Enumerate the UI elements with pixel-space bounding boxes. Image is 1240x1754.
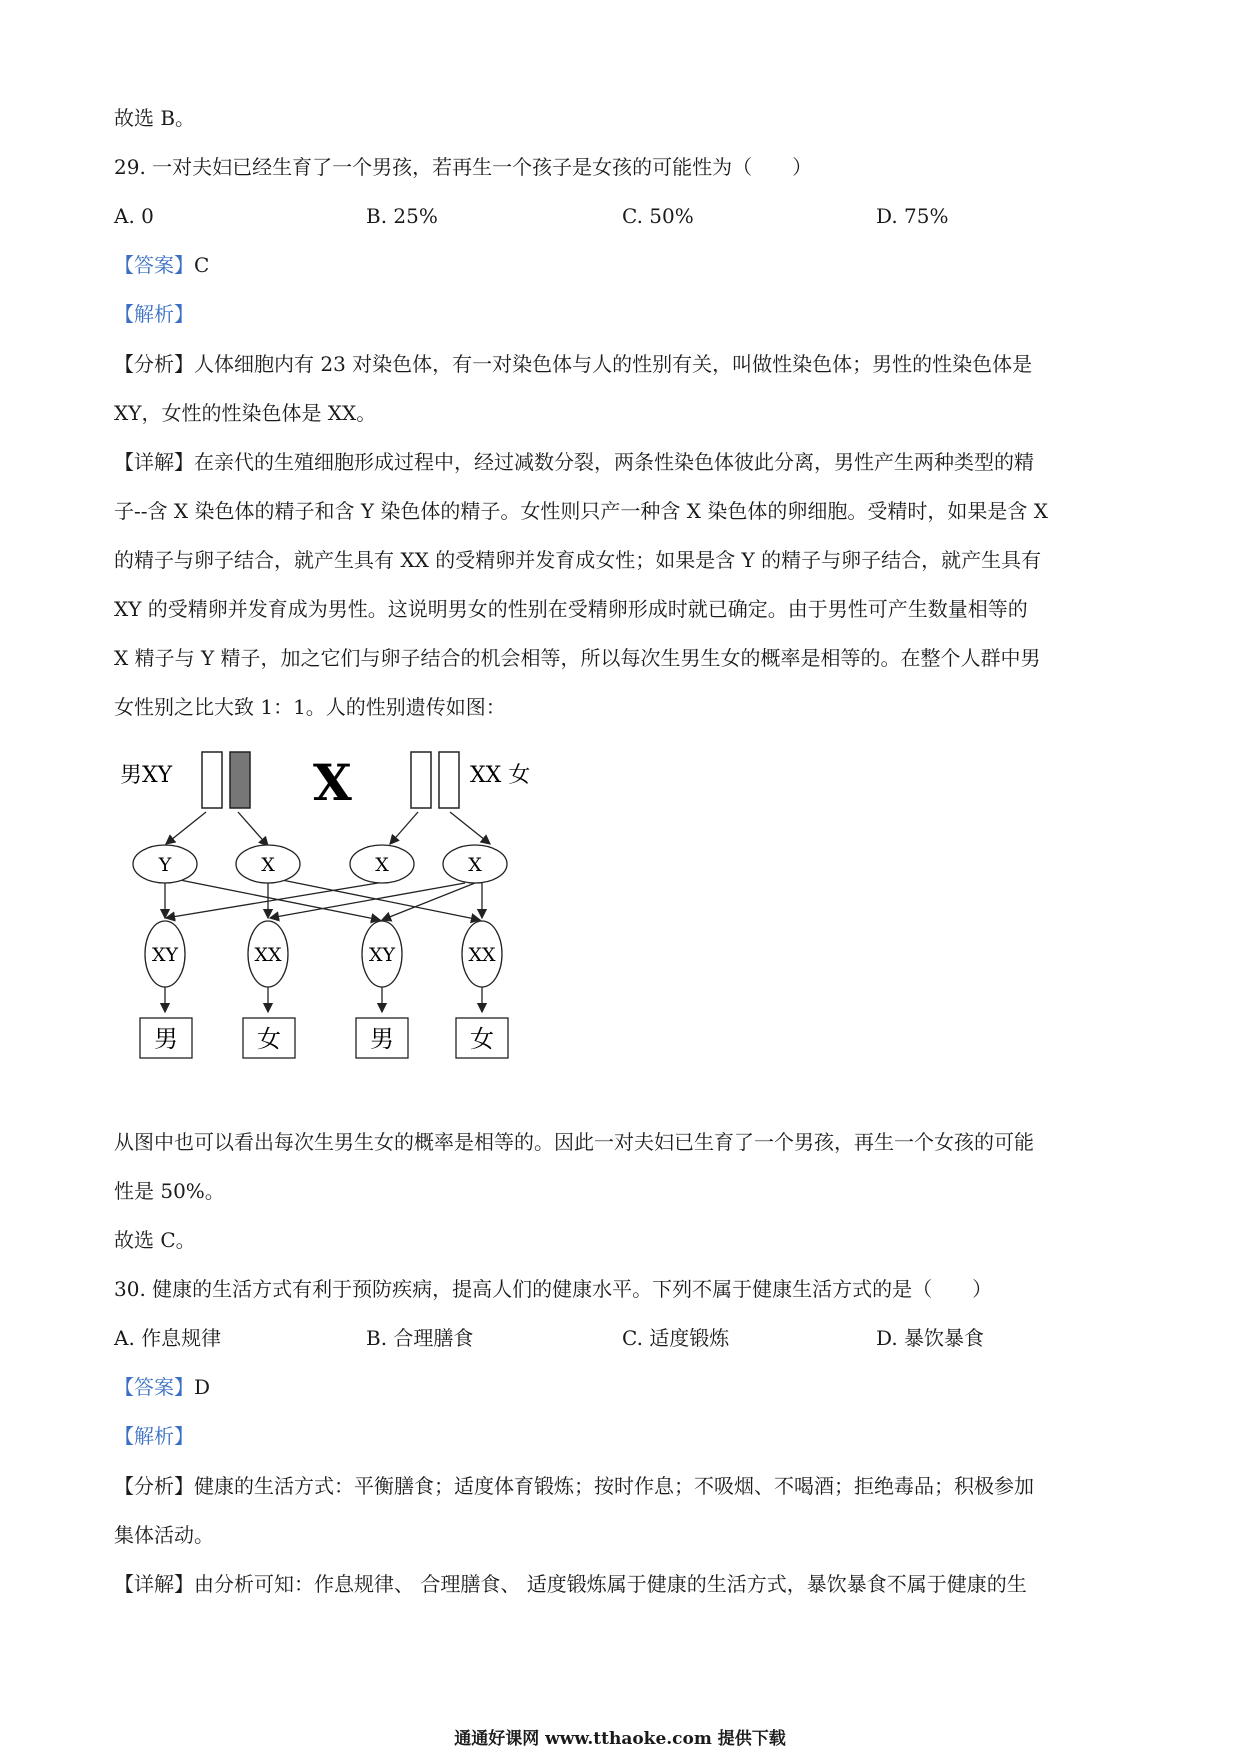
detail-text: 由分析可知：作息规律、 合理膳食、 适度锻炼属于健康的生活方式，暴饮暴食不属于健康的生 [194, 1572, 1027, 1596]
q29-detail-line: X 精子与 Y 精子，加之它们与卵子结合的机会相等，所以每次生男生女的概率是相等的。在整个人群中男 [114, 646, 1041, 670]
q29-detail-line: 子--含 X 染色体的精子和含 Y 染色体的精子。女性则只产一种含 X 染色体的卵细胞。受精时，如果是含 X [114, 499, 1048, 523]
child-label: 女 [257, 1025, 281, 1053]
q30-option-b: B. 合理膳食 [366, 1326, 474, 1350]
answer-value: D [194, 1375, 211, 1399]
q30-option-c: C. 适度锻炼 [622, 1326, 730, 1350]
male-parent-label: 男XY [120, 763, 173, 788]
gamete-label: Y [158, 854, 172, 876]
q30-analysis-line [114, 1472, 1034, 1500]
text-line: 故选 B。 [114, 106, 196, 130]
detail-tag: 【详解】 [114, 450, 194, 474]
female-parent-label: XX 女 [470, 763, 531, 788]
detail-tag: 【详解】 [114, 1572, 194, 1596]
q30-detail-line [114, 1570, 1027, 1598]
q29-detail-line: 女性别之比大致 1：1。人的性别遗传如图： [114, 695, 506, 719]
answer-value: C [194, 253, 210, 277]
zygote-label: XY [151, 944, 179, 966]
q29-jiexi-tag: 【解析】 [114, 302, 194, 326]
sex-inheritance-diagram [120, 740, 560, 1100]
q29-option-a: A. 0 [114, 204, 154, 228]
q30-answer [114, 1373, 210, 1401]
child-label: 女 [470, 1025, 494, 1053]
zygote-label: XY [368, 944, 396, 966]
analysis-tag: 【分析】 [114, 352, 194, 376]
q29-analysis-line [114, 350, 1032, 378]
x-chromosome-female-2 [439, 752, 459, 808]
gamete-label: X [375, 854, 389, 876]
cross-symbol: X [313, 753, 352, 812]
x-chromosome-male [202, 752, 222, 808]
child-label: 男 [370, 1025, 394, 1053]
q29-option-b: B. 25% [366, 204, 438, 228]
footer-source: 通通好课网 www.tthaoke.com 提供下载 [454, 1729, 786, 1749]
q30-jiexi-tag: 【解析】 [114, 1424, 194, 1448]
q29-option-c: C. 50% [622, 204, 694, 228]
gamete-label: X [468, 854, 482, 876]
analysis-text: 健康的生活方式：平衡膳食；适度体育锻炼；按时作息；不吸烟、不喝酒；拒绝毒品；积极参加 [194, 1474, 1034, 1498]
q29-answer [114, 251, 209, 279]
q30-analysis-line: 集体活动。 [114, 1523, 214, 1547]
zygote-label: XX [254, 944, 282, 966]
y-chromosome [230, 752, 250, 808]
analysis-text: 人体细胞内有 23 对染色体，有一对染色体与人的性别有关，叫做性染色体；男性的性染色体是 [194, 352, 1033, 376]
answer-tag: 【答案】 [114, 1375, 194, 1399]
zygote-label: XX [468, 944, 496, 966]
detail-text: 在亲代的生殖细胞形成过程中，经过减数分裂，两条性染色体彼此分离，男性产生两种类型的精 [194, 450, 1034, 474]
q30-option-d: D. 暴饮暴食 [876, 1326, 985, 1350]
analysis-tag: 【分析】 [114, 1474, 194, 1498]
q29-conclusion-line: 故选 C。 [114, 1228, 196, 1252]
answer-tag: 【答案】 [114, 253, 194, 277]
q29-conclusion-line: 性是 50%。 [114, 1179, 225, 1203]
question-30-stem: 30. 健康的生活方式有利于预防疾病，提高人们的健康水平。下列不属于健康生活方式的是（ ） [114, 1277, 993, 1301]
child-label: 男 [154, 1025, 178, 1053]
q29-analysis-line: XY，女性的性染色体是 XX。 [114, 401, 377, 425]
q29-conclusion-line: 从图中也可以看出每次生男生女的概率是相等的。因此一对夫妇已生育了一个男孩，再生一个女孩的可能 [114, 1130, 1034, 1154]
q29-detail-line: XY 的受精卵并发育成为男性。这说明男女的性别在受精卵形成时就已确定。由于男性可产生数量相等的 [114, 597, 1028, 621]
q30-option-a: A. 作息规律 [114, 1326, 222, 1350]
gamete-label: X [261, 854, 275, 876]
question-29-stem: 29. 一对夫妇已经生育了一个男孩，若再生一个孩子是女孩的可能性为（ ） [114, 155, 813, 179]
q29-detail-line [114, 448, 1034, 476]
x-chromosome-female-1 [411, 752, 431, 808]
q29-detail-line: 的精子与卵子结合，就产生具有 XX 的受精卵并发育成女性；如果是含 Y 的精子与卵子结合，就产生具有 [114, 548, 1042, 572]
q29-option-d: D. 75% [876, 204, 949, 228]
